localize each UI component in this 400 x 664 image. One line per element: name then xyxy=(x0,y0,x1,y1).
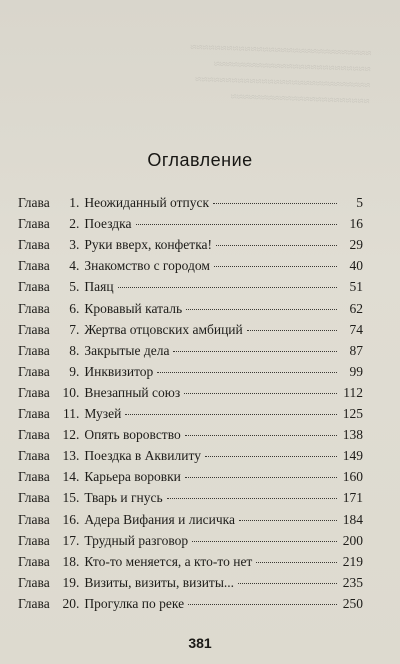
toc-entry xyxy=(18,512,363,533)
toc-dot-leader xyxy=(185,435,337,436)
toc-chapter-label: Глава xyxy=(18,279,50,295)
toc-chapter-number: 7 xyxy=(69,321,76,337)
toc-dot-leader xyxy=(157,372,337,373)
toc-chapter-title: Кто-то меняется, а кто-то нет xyxy=(84,553,253,569)
toc-number-dot: . xyxy=(76,553,80,569)
toc-dot-leader xyxy=(184,393,337,394)
toc-number-dot: . xyxy=(76,595,80,611)
toc-number-dot: . xyxy=(76,406,80,421)
toc-chapter-number: 4 xyxy=(69,258,76,274)
toc-number-dot: . xyxy=(76,427,80,443)
toc-number-dot: . xyxy=(76,237,80,253)
toc-chapter-number: 14 xyxy=(62,469,76,485)
toc-chapter-title: Поездка xyxy=(84,216,132,232)
toc-chapter-title: Руки вверх, конфетка! xyxy=(84,237,213,253)
toc-number-dot: . xyxy=(76,448,80,464)
toc-dot-leader xyxy=(185,477,337,478)
toc-chapter-label: Глава xyxy=(18,258,50,274)
toc-number-dot: . xyxy=(76,195,80,210)
toc-chapter-title: Карьера воровки xyxy=(84,469,181,485)
toc-chapter-number: 19 xyxy=(62,574,76,590)
toc-entry xyxy=(18,364,363,385)
toc-chapter-title: Поездка в Аквилиту xyxy=(84,448,201,464)
toc-dot-leader xyxy=(136,224,338,225)
toc-chapter-number: 5 xyxy=(69,279,76,295)
toc-dot-leader xyxy=(205,456,337,457)
toc-chapter-number: 18 xyxy=(62,553,76,569)
toc-dot-leader xyxy=(239,520,337,521)
toc-chapter-title: Знакомство с городом xyxy=(84,258,210,274)
toc-dot-leader xyxy=(125,414,337,415)
toc-chapter-number: 12 xyxy=(62,427,76,443)
toc-chapter-label: Глава xyxy=(18,595,50,611)
toc-chapter-label: Глава xyxy=(18,363,50,379)
toc-chapter-label: Глава xyxy=(18,469,50,485)
toc-chapter-number: 6 xyxy=(69,300,76,316)
toc-chapter-title: Инквизитор xyxy=(84,363,154,379)
toc-chapter-number: 15 xyxy=(62,490,76,506)
toc-entry xyxy=(18,195,363,216)
toc-chapter-label: Глава xyxy=(18,384,50,400)
toc-number-dot: . xyxy=(76,469,80,485)
toc-dot-leader xyxy=(216,245,337,246)
toc-chapter-title: Паяц xyxy=(84,279,114,295)
toc-dot-leader xyxy=(247,330,337,331)
toc-entry xyxy=(18,448,363,469)
toc-chapter-title: Визиты, визиты, визиты... xyxy=(84,574,235,590)
toc-number-dot: . xyxy=(76,363,80,379)
toc-chapter-title: Трудный разговор xyxy=(84,532,189,548)
toc-page-number: 149 xyxy=(342,448,363,464)
toc-chapter-number: 8 xyxy=(69,342,76,358)
toc-chapter-label: Глава xyxy=(18,342,50,358)
toc-page-number: 160 xyxy=(342,469,363,485)
toc-entry xyxy=(18,533,363,554)
toc-entry xyxy=(18,575,363,596)
toc-chapter-label: Глава xyxy=(18,490,50,506)
toc-chapter-number: 9 xyxy=(69,363,76,379)
toc-entry xyxy=(18,469,363,490)
toc-page-number: 99 xyxy=(349,363,363,379)
toc-page-number: 62 xyxy=(349,300,363,316)
toc-chapter-number: 2 xyxy=(69,216,76,232)
toc-entry xyxy=(18,427,363,448)
toc-page-number: 125 xyxy=(342,406,363,421)
toc-page-number: 235 xyxy=(342,574,363,590)
toc-chapter-label: Глава xyxy=(18,574,50,590)
toc-page-number: 138 xyxy=(342,427,363,443)
toc-page-number: 16 xyxy=(349,216,363,232)
toc-dot-leader xyxy=(188,604,337,605)
toc-chapter-label: Глава xyxy=(18,511,50,527)
toc-number-dot: . xyxy=(76,321,80,337)
toc-number-dot: . xyxy=(76,300,80,316)
toc-entry xyxy=(18,237,363,258)
toc-dot-leader xyxy=(186,309,337,310)
toc-chapter-label: Глава xyxy=(18,406,50,421)
toc-page-number: 200 xyxy=(342,532,363,548)
toc-chapter-label: Глава xyxy=(18,195,50,210)
toc-entry xyxy=(18,258,363,279)
toc-number-dot: . xyxy=(76,279,80,295)
toc-chapter-label: Глава xyxy=(18,216,50,232)
toc-chapter-number: 13 xyxy=(62,448,76,464)
toc-number-dot: . xyxy=(76,216,80,232)
toc-entry xyxy=(18,554,363,575)
toc-page-number: 74 xyxy=(349,321,363,337)
page-title: Оглавление xyxy=(147,150,253,170)
toc-chapter-number: 11 xyxy=(63,406,76,421)
toc-chapter-number: 1 xyxy=(69,195,76,210)
toc-dot-leader xyxy=(173,351,337,352)
toc-chapter-label: Глава xyxy=(18,532,50,548)
toc-chapter-number: 20 xyxy=(62,595,76,611)
toc-number-dot: . xyxy=(76,342,80,358)
toc-dot-leader xyxy=(192,541,337,542)
toc-number-dot: . xyxy=(76,574,80,590)
toc-number-dot: . xyxy=(76,384,80,400)
toc-entry xyxy=(18,216,363,237)
toc-chapter-number: 3 xyxy=(69,237,76,253)
show-through-text: ≈≈≈≈≈≈≈≈≈≈≈≈≈≈≈≈≈≈≈≈≈≈≈≈≈≈≈≈≈≈ ≈≈≈≈≈≈≈≈≈≈≈≈≈≈≈≈≈≈≈≈≈≈≈≈≈≈ ≈≈≈≈≈≈≈≈≈≈≈≈≈≈≈≈≈≈≈≈≈≈≈≈≈≈≈≈≈ ≈≈≈≈≈≈≈≈≈≈≈≈≈≈≈≈≈≈≈≈≈≈≈ xyxy=(189,41,372,108)
toc-chapter-number: 16 xyxy=(62,511,76,527)
toc-page-number: 5 xyxy=(356,195,363,210)
toc-dot-leader xyxy=(118,287,337,288)
toc-number-dot: . xyxy=(76,532,80,548)
toc-chapter-number: 10 xyxy=(62,384,76,400)
toc-chapter-title: Адера Вифания и лисичка xyxy=(84,511,236,527)
toc-chapter-label: Глава xyxy=(18,300,50,316)
toc-chapter-title: Внезапный союз xyxy=(84,384,181,400)
toc-entry xyxy=(18,596,363,617)
toc-page-number: 112 xyxy=(343,384,363,400)
toc-dot-leader xyxy=(213,203,337,204)
toc-entry xyxy=(18,279,363,300)
toc-page-number: 171 xyxy=(342,490,363,506)
toc-number-dot: . xyxy=(76,258,80,274)
toc-page-number: 87 xyxy=(349,342,363,358)
toc-entry xyxy=(18,301,363,322)
toc-entry xyxy=(18,343,363,364)
toc-chapter-label: Глава xyxy=(18,321,50,337)
toc-dot-leader xyxy=(214,266,337,267)
toc-dot-leader xyxy=(238,583,337,584)
toc-chapter-title: Кровавый каталь xyxy=(84,300,183,316)
toc-entry xyxy=(18,490,363,511)
toc-entry xyxy=(18,385,363,406)
toc-chapter-title: Закрытые дела xyxy=(84,342,170,358)
toc-chapter-label: Глава xyxy=(18,553,50,569)
toc-chapter-title: Опять воровство xyxy=(84,427,181,443)
toc-number-dot: . xyxy=(76,511,80,527)
toc-page-number: 219 xyxy=(342,553,363,569)
toc-chapter-label: Глава xyxy=(18,237,50,253)
toc-page-number: 250 xyxy=(342,595,363,611)
toc-page-number: 51 xyxy=(349,279,363,295)
toc-chapter-title: Музей xyxy=(84,406,122,421)
toc-entry xyxy=(18,322,363,343)
toc-chapter-number: 17 xyxy=(62,532,76,548)
toc-page-number: 184 xyxy=(342,511,363,527)
toc-dot-leader xyxy=(256,562,337,563)
toc-chapter-title: Тварь и гнусь xyxy=(84,490,163,506)
toc-page-number: 40 xyxy=(349,258,363,274)
page-number: 381 xyxy=(188,635,212,651)
toc-chapter-title: Прогулка по реке xyxy=(84,595,185,611)
toc-page-number: 29 xyxy=(349,237,363,253)
toc-chapter-title: Неожиданный отпуск xyxy=(84,195,210,210)
toc-chapter-title: Жертва отцовских амбиций xyxy=(84,321,243,337)
toc-entry xyxy=(18,406,363,427)
toc-chapter-label: Глава xyxy=(18,427,50,443)
toc-number-dot: . xyxy=(76,490,80,506)
toc-chapter-label: Глава xyxy=(18,448,50,464)
toc-dot-leader xyxy=(167,498,337,499)
